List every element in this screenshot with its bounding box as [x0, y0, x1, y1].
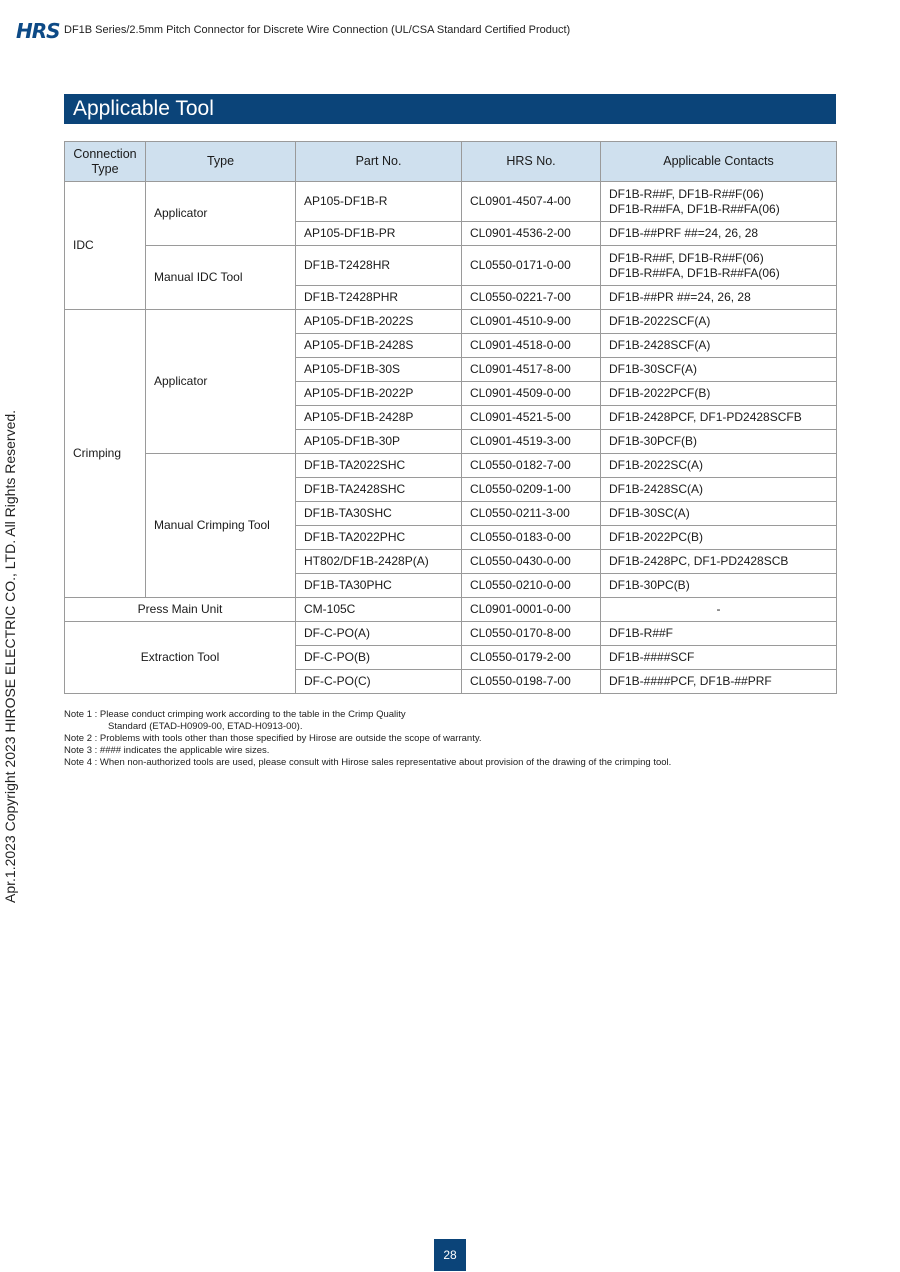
- table-row: [65, 246, 837, 286]
- part-no: DF1B-TA2022SHC: [296, 454, 462, 478]
- group-extraction-tool: Extraction Tool: [65, 622, 296, 694]
- contacts: DF1B-####PCF, DF1B-##PRF: [601, 670, 837, 694]
- contacts: DF1B-2428PCF, DF1-PD2428SCFB: [601, 406, 837, 430]
- hrs-no: CL0901-4507-4-00: [462, 182, 601, 222]
- contacts-line: DF1B-R##F, DF1B-R##F(06): [609, 186, 764, 201]
- hrs-no: CL0901-4521-5-00: [462, 406, 601, 430]
- table-header-row: [65, 142, 837, 182]
- part-no: AP105-DF1B-2022P: [296, 382, 462, 406]
- part-no: CM-105C: [296, 598, 462, 622]
- header-type: Type: [146, 142, 296, 182]
- hrs-no: CL0550-0170-8-00: [462, 622, 601, 646]
- hrs-no: CL0550-0210-0-00: [462, 574, 601, 598]
- part-no: DF1B-TA30PHC: [296, 574, 462, 598]
- header-part-no: Part No.: [296, 142, 462, 182]
- table-row: [65, 182, 837, 222]
- hrs-no: CL0550-0430-0-00: [462, 550, 601, 574]
- type-crimp-applicator: Applicator: [146, 310, 296, 454]
- part-no: DF-C-PO(C): [296, 670, 462, 694]
- contacts: DF1B-2022PCF(B): [601, 382, 837, 406]
- hrs-no: CL0901-4518-0-00: [462, 334, 601, 358]
- part-no: DF1B-TA2022PHC: [296, 526, 462, 550]
- note-1-continued: Standard (ETAD-H0909-00, ETAD-H0913-00).: [108, 721, 303, 732]
- contacts: DF1B-30PCF(B): [601, 430, 837, 454]
- hrs-no: CL0901-4509-0-00: [462, 382, 601, 406]
- hrs-no: CL0901-4517-8-00: [462, 358, 601, 382]
- group-crimping: Crimping: [65, 310, 146, 598]
- part-no: AP105-DF1B-PR: [296, 222, 462, 246]
- contacts: DF1B-R##F: [601, 622, 837, 646]
- part-no: DF1B-T2428HR: [296, 246, 462, 286]
- hrs-logo: HRS: [16, 19, 60, 43]
- part-no: DF-C-PO(A): [296, 622, 462, 646]
- note-2: Note 2 : Problems with tools other than those specified by Hirose are outside the scope of warranty.: [64, 733, 482, 744]
- hrs-no: CL0550-0171-0-00: [462, 246, 601, 286]
- part-no: AP105-DF1B-R: [296, 182, 462, 222]
- contacts: DF1B-2022SCF(A): [601, 310, 837, 334]
- part-no: DF1B-TA30SHC: [296, 502, 462, 526]
- part-no: AP105-DF1B-2428S: [296, 334, 462, 358]
- table-row: [65, 310, 837, 334]
- page-number: 28: [434, 1239, 466, 1271]
- part-no: AP105-DF1B-2428P: [296, 406, 462, 430]
- type-manual-crimping-tool: Manual Crimping Tool: [146, 454, 296, 598]
- contacts: DF1B-##PRF ##=24, 26, 28: [601, 222, 837, 246]
- part-no: DF1B-TA2428SHC: [296, 478, 462, 502]
- section-title: Applicable Tool: [64, 94, 836, 124]
- hrs-no: CL0550-0179-2-00: [462, 646, 601, 670]
- contacts: DF1B-30SCF(A): [601, 358, 837, 382]
- type-manual-idc-tool: Manual IDC Tool: [146, 246, 296, 310]
- table-row: [65, 454, 837, 478]
- part-no: AP105-DF1B-2022S: [296, 310, 462, 334]
- hrs-no: CL0550-0209-1-00: [462, 478, 601, 502]
- contacts: DF1B-2428SCF(A): [601, 334, 837, 358]
- contacts: DF1B-30SC(A): [601, 502, 837, 526]
- contacts: DF1B-####SCF: [601, 646, 837, 670]
- note-1: Note 1 : Please conduct crimping work according to the table in the Crimp Quality: [64, 709, 406, 720]
- applicable-tool-table: [64, 141, 837, 694]
- part-no: DF-C-PO(B): [296, 646, 462, 670]
- contacts: DF1B-2022PC(B): [601, 526, 837, 550]
- contacts-line: DF1B-R##F, DF1B-R##F(06): [609, 250, 764, 265]
- hrs-no: CL0901-0001-0-00: [462, 598, 601, 622]
- table-row: [65, 598, 837, 622]
- type-idc-applicator: Applicator: [146, 182, 296, 246]
- copyright-side-text: Apr.1.2023 Copyright 2023 HIROSE ELECTRIC CO., LTD. All Rights Reserved.: [2, 409, 18, 903]
- hrs-no: CL0550-0183-0-00: [462, 526, 601, 550]
- contacts: DF1B-2428SC(A): [601, 478, 837, 502]
- hrs-no: CL0550-0221-7-00: [462, 286, 601, 310]
- hrs-no: CL0901-4536-2-00: [462, 222, 601, 246]
- contacts: DF1B-2428PC, DF1-PD2428SCB: [601, 550, 837, 574]
- part-no: AP105-DF1B-30S: [296, 358, 462, 382]
- document-header-title: DF1B Series/2.5mm Pitch Connector for Discrete Wire Connection (UL/CSA Standard Certified Product): [64, 24, 571, 36]
- contacts: -: [601, 598, 837, 622]
- group-press-main-unit: Press Main Unit: [65, 598, 296, 622]
- header-connection-type: Connection Type: [65, 142, 146, 182]
- hrs-no: CL0901-4519-3-00: [462, 430, 601, 454]
- group-idc: IDC: [65, 182, 146, 310]
- contacts: [601, 182, 837, 222]
- contacts-line: DF1B-R##FA, DF1B-R##FA(06): [609, 201, 780, 216]
- contacts: DF1B-30PC(B): [601, 574, 837, 598]
- contacts: [601, 246, 837, 286]
- part-no: AP105-DF1B-30P: [296, 430, 462, 454]
- note-3: Note 3 : #### indicates the applicable wire sizes.: [64, 745, 270, 756]
- note-4: Note 4 : When non-authorized tools are used, please consult with Hirose sales representative about provision of the drawing of the crimping tool.: [64, 757, 672, 768]
- table-row: [65, 622, 837, 646]
- hrs-no: CL0550-0211-3-00: [462, 502, 601, 526]
- hrs-no: CL0901-4510-9-00: [462, 310, 601, 334]
- hrs-no: CL0550-0198-7-00: [462, 670, 601, 694]
- header-hrs-no: HRS No.: [462, 142, 601, 182]
- hrs-no: CL0550-0182-7-00: [462, 454, 601, 478]
- contacts-line: DF1B-R##FA, DF1B-R##FA(06): [609, 265, 780, 280]
- part-no: DF1B-T2428PHR: [296, 286, 462, 310]
- contacts: DF1B-##PR ##=24, 26, 28: [601, 286, 837, 310]
- part-no: HT802/DF1B-2428P(A): [296, 550, 462, 574]
- header-applicable-contacts: Applicable Contacts: [601, 142, 837, 182]
- contacts: DF1B-2022SC(A): [601, 454, 837, 478]
- notes: [64, 709, 836, 769]
